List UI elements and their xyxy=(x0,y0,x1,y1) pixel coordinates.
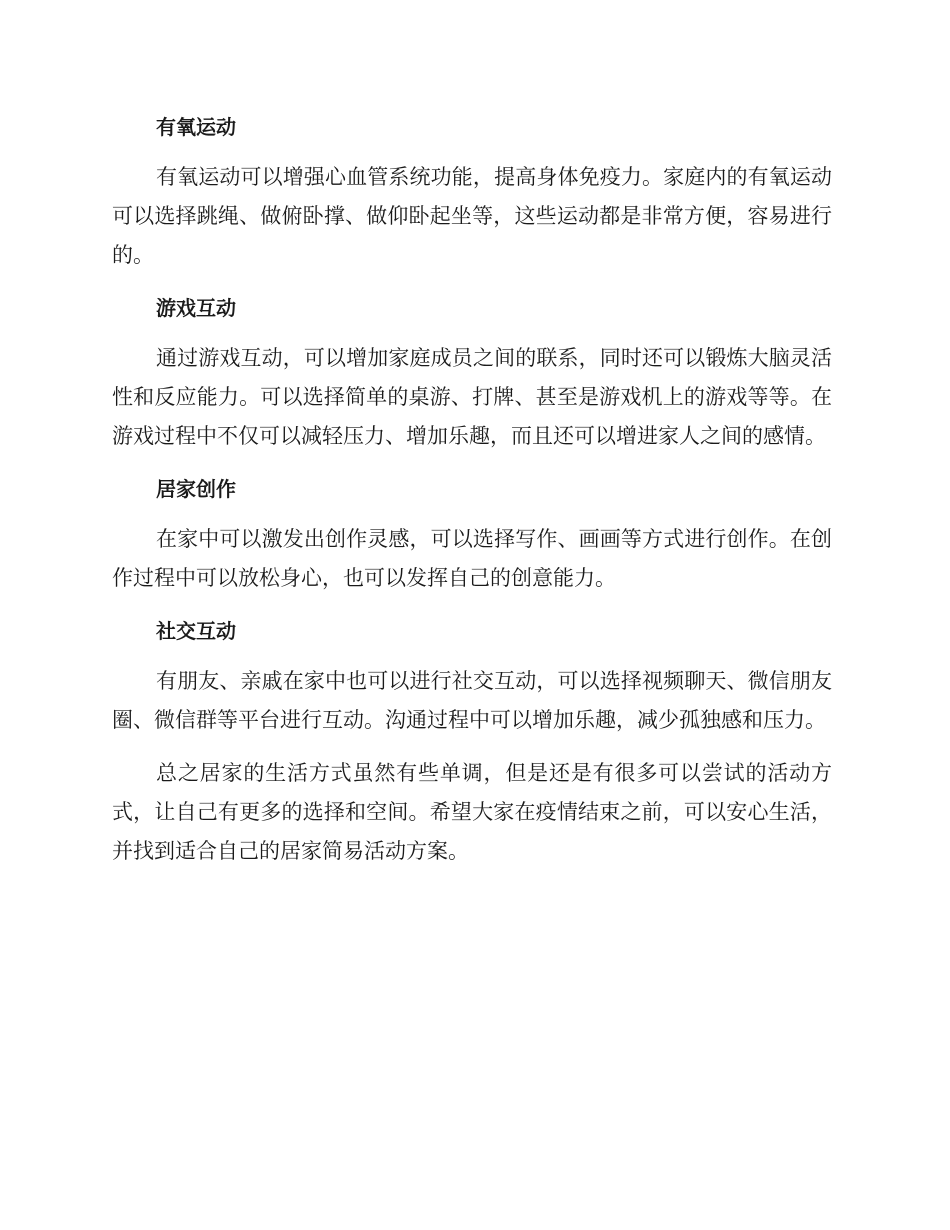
section-creation xyxy=(112,470,832,598)
section-paragraph: 有氧运动可以增强心血管系统功能，提高身体免疫力。家庭内的有氧运动可以选择跳绳、做俯卧撑、做仰卧起坐等，这些运动都是非常方便，容易进行的。 xyxy=(112,165,832,267)
conclusion-paragraph: 总之居家的生活方式虽然有些单调，但是还是有很多可以尝试的活动方式，让自己有更多的选择和空间。希望大家在疫情结束之前，可以安心生活，并找到适合自己的居家简易活动方案。 xyxy=(112,761,832,863)
document-content xyxy=(112,108,832,885)
section-aerobic xyxy=(112,108,832,275)
section-paragraph: 在家中可以激发出创作灵感，可以选择写作、画画等方式进行创作。在创作过程中可以放松身心，也可以发挥自己的创意能力。 xyxy=(112,527,832,590)
section-social xyxy=(112,612,832,740)
section-heading: 有氧运动 xyxy=(156,115,236,139)
section-paragraph: 通过游戏互动，可以增加家庭成员之间的联系，同时还可以锻炼大脑灵活性和反应能力。可以选择简单的桌游、打牌、甚至是游戏机上的游戏等等。在游戏过程中不仅可以减轻压力、增加乐趣，而且还可以增进家人之间的感情。 xyxy=(112,346,832,448)
section-games xyxy=(112,289,832,456)
section-paragraph: 有朋友、亲戚在家中也可以进行社交互动，可以选择视频聊天、微信朋友圈、微信群等平台进行互动。沟通过程中可以增加乐趣，减少孤独感和压力。 xyxy=(112,669,832,732)
section-heading: 游戏互动 xyxy=(156,296,236,320)
section-heading: 居家创作 xyxy=(156,477,236,501)
section-heading: 社交互动 xyxy=(156,619,236,643)
